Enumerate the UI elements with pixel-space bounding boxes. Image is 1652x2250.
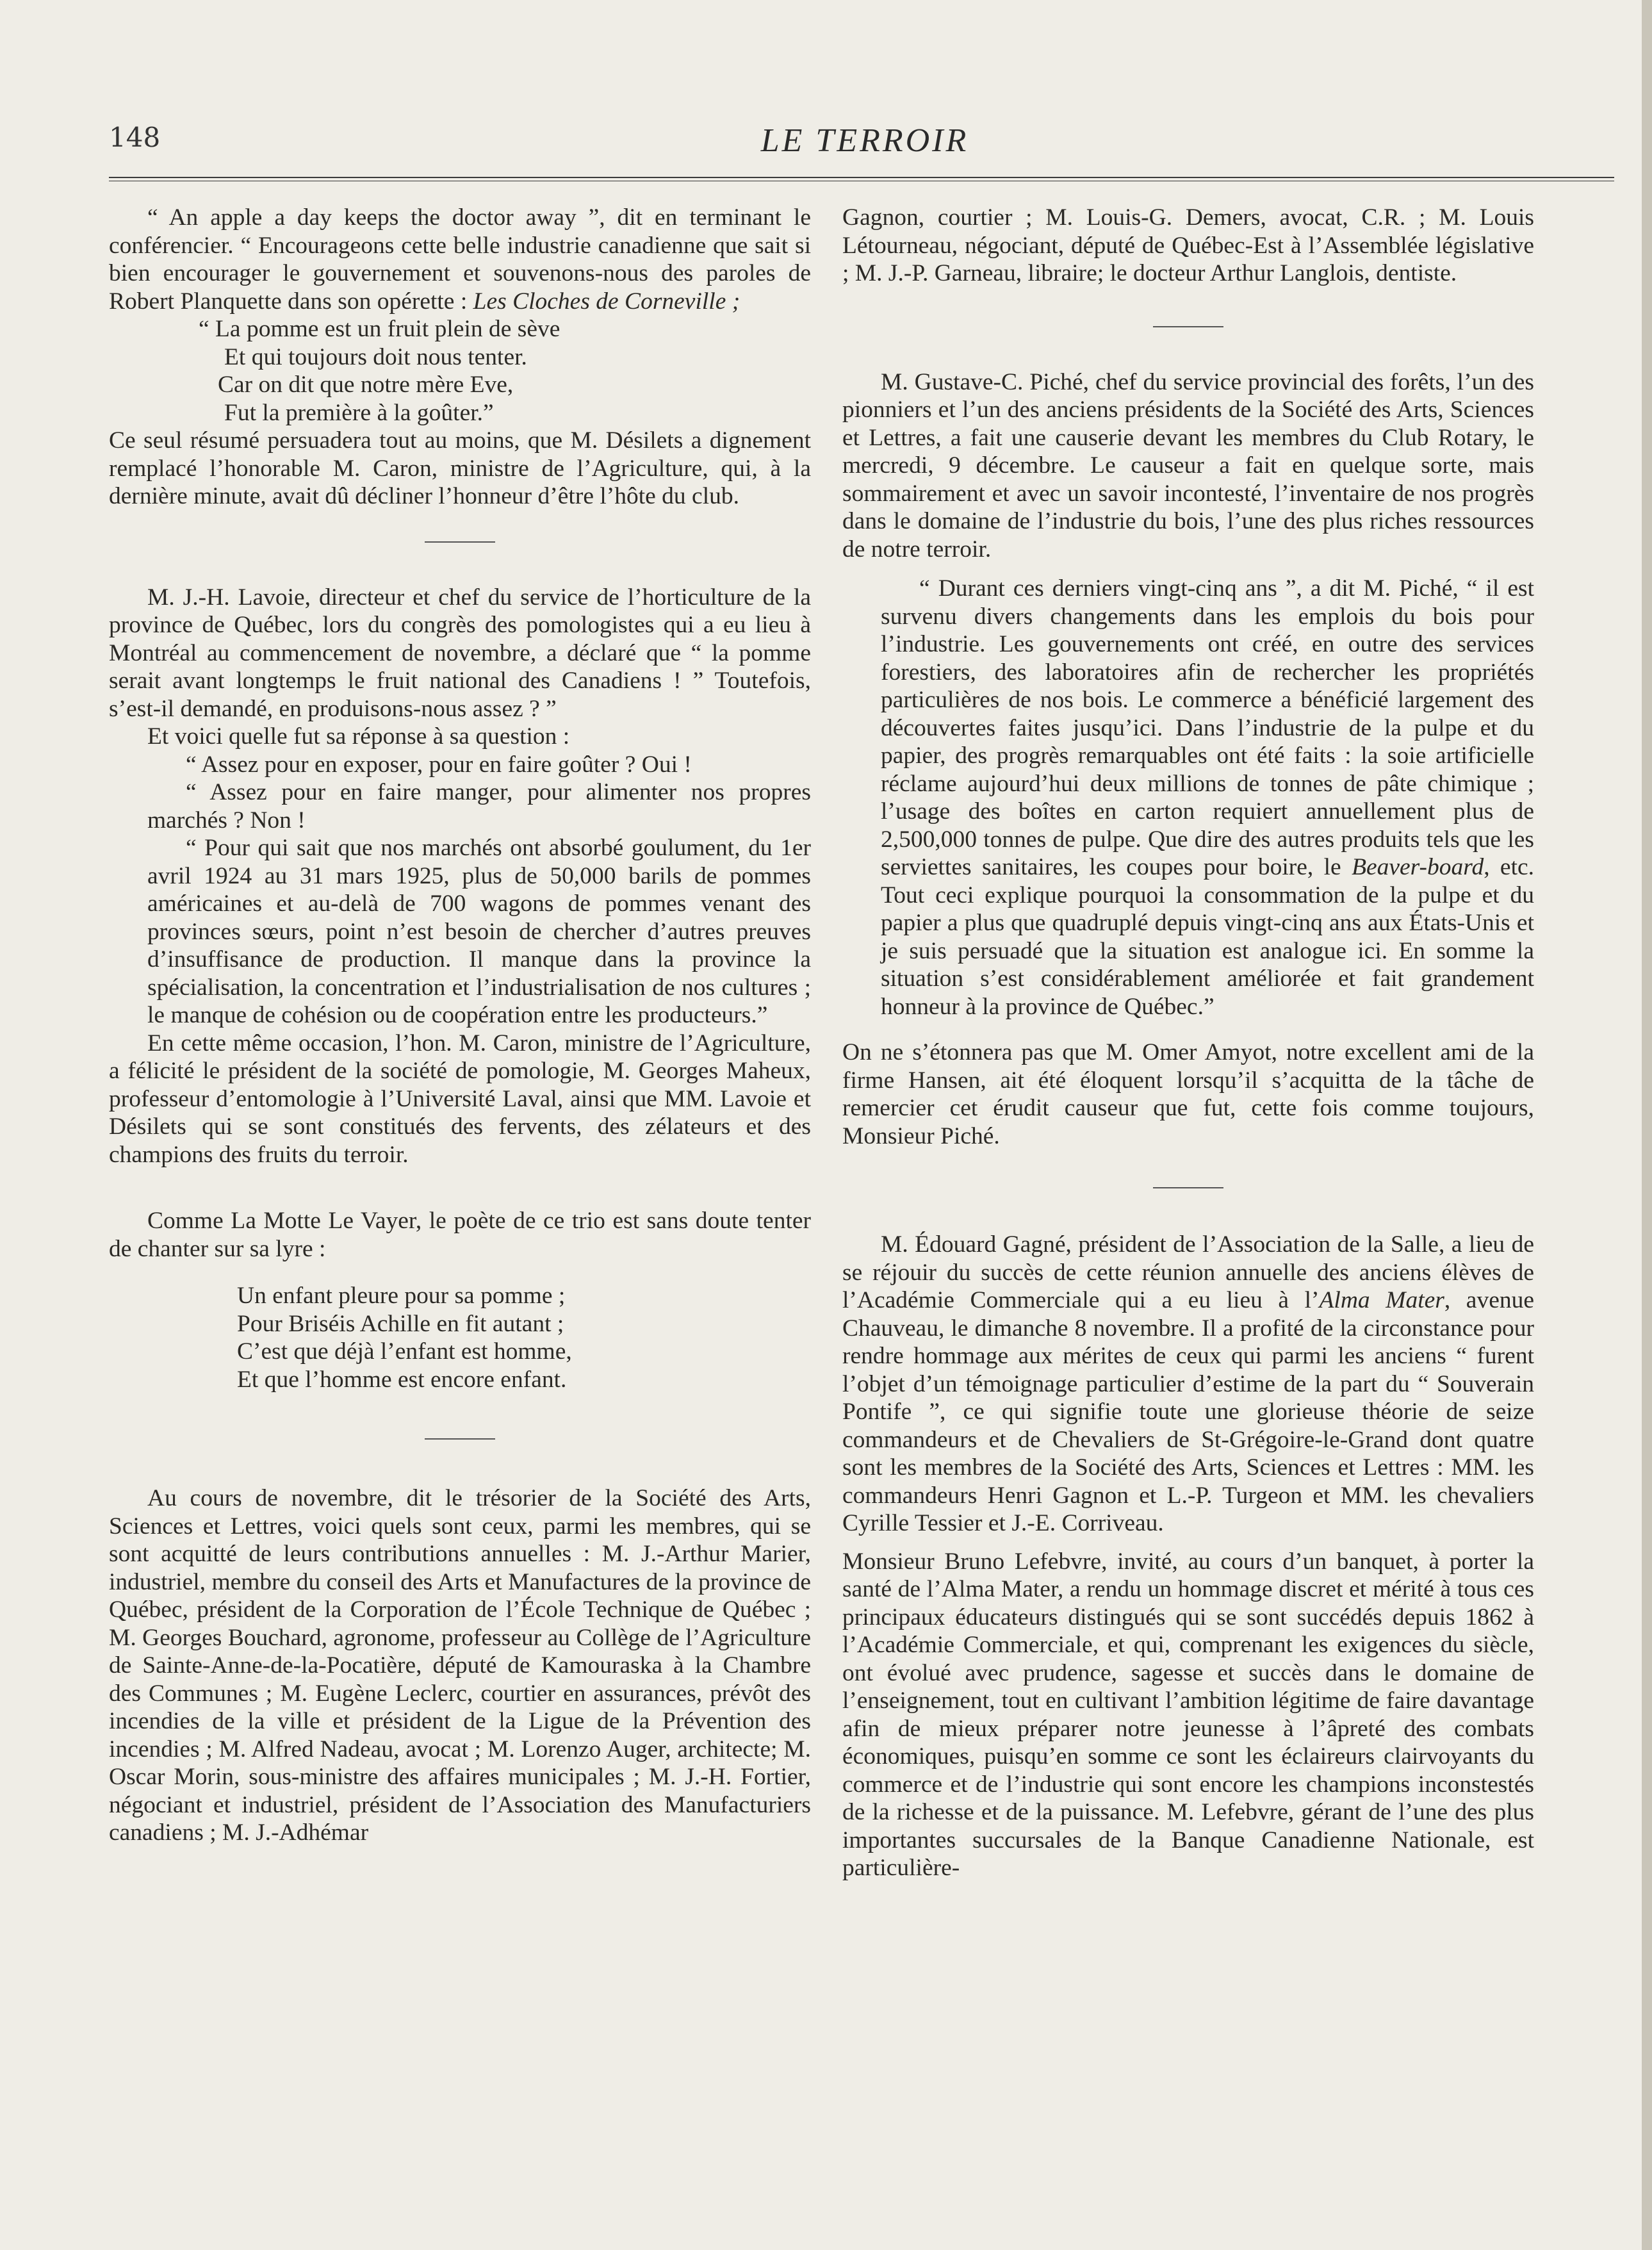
paragraph-text-part: M. Édouard Gagné, président de l’Association de la Salle, a lieu de se réjouir du succès de cette réunion annuelle des anciens élèves de l’Académie Commerciale qui a eu lieu à l’ [842,1231,1534,1313]
right-column [842,204,1534,1882]
paragraph-text-part: , avenue Chauveau, le dimanche 8 novembre. Il a profité de la circonstance pour rendre hommage aux mérites de ceux qui parmi les anciens “ furent l’objet d’un témoignage particulier d’estime de la part du “ Souverain Pontife ”, ce qui signifie toute une glorieuse théorie de seize commandeurs et de Chevaliers de St-Grégoire-le-Grand dont quatre sont les membres de la Société des Arts, Sciences et Lettres : MM. les commandeurs Henri Gagnon et L.-P. Turgeon et MM. les chevaliers Cyrille Tessier et J.-E. Corriveau. [842,1287,1534,1536]
poem-line: Fut la première à la goûter.” [224,399,494,426]
paragraph-lavoie: M. J.-H. Lavoie, directeur et chef du service de l’horticulture de la province de Québec, lors du congrès des pomologistes qui a eu lieu à Montréal au commencement de novembre, a déclaré que “ la pomme serait avant longtemps le fruit national des Canadiens ! ” Toutefois, s’est-il demandé, en produisons-nous assez ? ” [109,584,811,722]
poem-pomme [199,315,811,427]
page-header [109,122,1621,179]
page-edge-shadow [1642,0,1652,2250]
poem-line: Et que l’homme est encore enfant. [237,1366,567,1393]
poem-line: C’est que déjà l’enfant est homme, [237,1338,572,1365]
quote-text-part: , etc. Tout ceci explique pourquoi la consommation de la pulpe et du papier a plus que quadruplé depuis vingt-cinq ans aux États-Unis et je suis persuadé que la situation est analogue ici. En somme la situation s’est considérablement améliorée et fait grandement honneur à la province de Québec.” [881,854,1535,1020]
poem-line: Et qui toujours doit nous tenter. [224,343,527,370]
paragraph-caron: En cette même occasion, l’hon. M. Caron, ministre de l’Agriculture, a félicité le président de la société de pomologie, M. Georges Maheux, professeur d’entomologie à l’Université Laval, ainsi que MM. Lavoie et Désilets qui se sont constitués des fervents, des zélateurs et des champions des fruits du terroir. [109,1030,811,1168]
quote-text [881,575,1534,1021]
running-title: LE TERROIR [760,122,969,159]
italic-term: Beaver-board [1352,854,1484,880]
left-column [109,204,811,1847]
paragraph-lefebvre: Monsieur Bruno Lefebvre, invité, au cours d’un banquet, à porter la santé de l’Alma Mater, a rendu un hommage discret et mérité à tous ces principaux éducateurs distingués qui se sont succédés depuis 1862 à l’Académie Commerciale, et qui, comprenant les exigences du siècle, ont évolué avec prudence, sagesse et succès dans le domaine de l’enseignement, tout en cultivant l’ambition légitime de faire davantage afin de mieux préparer notre jeunesse à l’âpreté des combats économiques, puisqu’en somme ce sont les éclaireurs clairvoyants du commerce et de l’industrie qui sont encore les champions inconstestés de la richesse et de la puissance. M. Lefebvre, gérant de l’une des plus importantes succursales de la Banque Canadienne Nationale, est particulière- [842,1548,1534,1881]
quote-line: “ Pour qui sait que nos marchés ont absorbé goulument, du 1er avril 1924 au 31 mars 1925, plus de 50,000 barils de pommes américaines et au-delà de 700 wagons de pommes venant des provinces sœurs, point n’est besoin de chercher d’autres preuves d’insuffisance de production. Il manque dans la province la spécialisation, la concentration et l’industrialisation de nos cultures ; le manque de cohésion ou de coopération entre les producteurs.” [147,835,811,1028]
poem-line: Un enfant pleure pour sa pomme ; [237,1283,566,1309]
italic-title: Les Cloches de Corneville ; [473,288,740,315]
paragraph-gagne [842,1231,1534,1538]
paragraph-piche: M. Gustave-C. Piché, chef du service provincial des forêts, l’un des pionniers et l’un des anciens présidents de la Société des Arts, Sciences et Lettres, a fait une causerie devant les membres du Club Rotary, le mercredi, 9 décembre. Le causeur a fait en quelque sorte, mais sommairement et avec un savoir incontesté, l’inventaire de nos progrès dans le domaine de l’industrie du bois, l’une des plus riches ressources de notre terroir. [842,368,1534,562]
paragraph-apple-quote [109,204,811,315]
header-rule [109,177,1614,181]
paragraph-amyot: On ne s’étonnera pas que M. Omer Amyot, notre excellent ami de la firme Hansen, ait été éloquent lorsqu’il s’acquitta de la tâche de remercier cet érudit causeur que fut, cette fois comme toujours, Monsieur Piché. [842,1039,1534,1149]
paragraph-members-continued: Gagnon, courtier ; M. Louis-G. Demers, avocat, C.R. ; M. Louis Létourneau, négociant, député de Québec-Est à l’Assemblée législative ; M. J.-P. Garneau, libraire; le docteur Arthur Langlois, dentiste. [842,204,1534,286]
poem-line: Pour Briséis Achille en fit autant ; [237,1310,564,1337]
poem-line: “ La pomme est un fruit plein de sève [199,316,560,342]
paragraph-desilets: Ce seul résumé persuadera tout au moins, que M. Désilets a dignement remplacé l’honorable M. Caron, ministre de l’Agriculture, qui, à la dernière minute, avait dû décliner l’honneur d’être l’hôte du club. [109,427,811,509]
page-number: 148 [109,122,161,153]
paragraph-text: “ An apple a day keeps the doctor away ”, dit en terminant le conférencier. “ Encourageons cette belle industrie canadienne que sait si bien encourager le gouvernement et souvenons-nous des paroles de Robert Planquette dans son opérette : [109,204,811,315]
quote-lavoie [147,751,811,1030]
quote-text-part: “ Durant ces derniers vingt-cinq ans ”, a dit M. Piché, “ il est survenu divers changements dans les emplois du bois pour l’industrie. Les gouvernements ont créé, en outre des services forestiers, des laboratoires afin de rechercher les propriétés particulières de nos bois. Le commerce a bénéficié largement des découvertes faites jusqu’ici. Dans l’industrie de la pulpe et du papier, des progrès remarquables ont été faits : la soie artificielle réclame aujourd’hui deux millions de tonnes de pâte chimique ; l’usage des boîtes en carton requiert annuellement plus de 2,500,000 tonnes de pulpe. Que dire des autres produits tels que les serviettes sanitaires, les coupes pour boire, le [881,575,1534,880]
poem-line: Car on dit que notre mère Eve, [218,372,514,398]
quote-line: “ Assez pour en exposer, pour en faire goûter ? Oui ! [186,751,692,778]
quote-piche [881,575,1534,1021]
quote-line: “ Assez pour en faire manger, pour alimenter nos propres marchés ? Non ! [147,779,811,833]
paragraph-la-motte: Comme La Motte Le Vayer, le poète de ce trio est sans doute tenter de chanter sur sa lyre : [109,1208,811,1262]
poem-enfant [237,1282,811,1393]
italic-term: Alma Mater [1319,1287,1444,1313]
paragraph-tresorier: Au cours de novembre, dit le trésorier de la Société des Arts, Sciences et Lettres, voici quels sont ceux, parmi les membres, qui se sont acquitté de leurs contributions annuelles : M. J.-Arthur Marier, industriel, membre du conseil des Arts et Manufactures de la province de Québec, président de la Corporation de l’École Technique de Québec ; M. Georges Bouchard, agronome, professeur au Collège de l’Agriculture de Sainte-Anne-de-la-Pocatière, député de Kamouraska à la Chambre des Communes ; M. Eugène Leclerc, courtier en assurances, prévôt des incendies de la ville et président de la Ligue de la Prévention des incendies ; M. Alfred Nadeau, avocat ; M. Lorenzo Auger, architecte; M. Oscar Morin, sous-ministre des affaires municipales ; M. J.-H. Fortier, négociant et industriel, président de l’Association des Manufacturiers canadiens ; M. J.-Adhémar [109,1485,811,1846]
paragraph-response: Et voici quelle fut sa réponse à sa question : [147,723,570,750]
